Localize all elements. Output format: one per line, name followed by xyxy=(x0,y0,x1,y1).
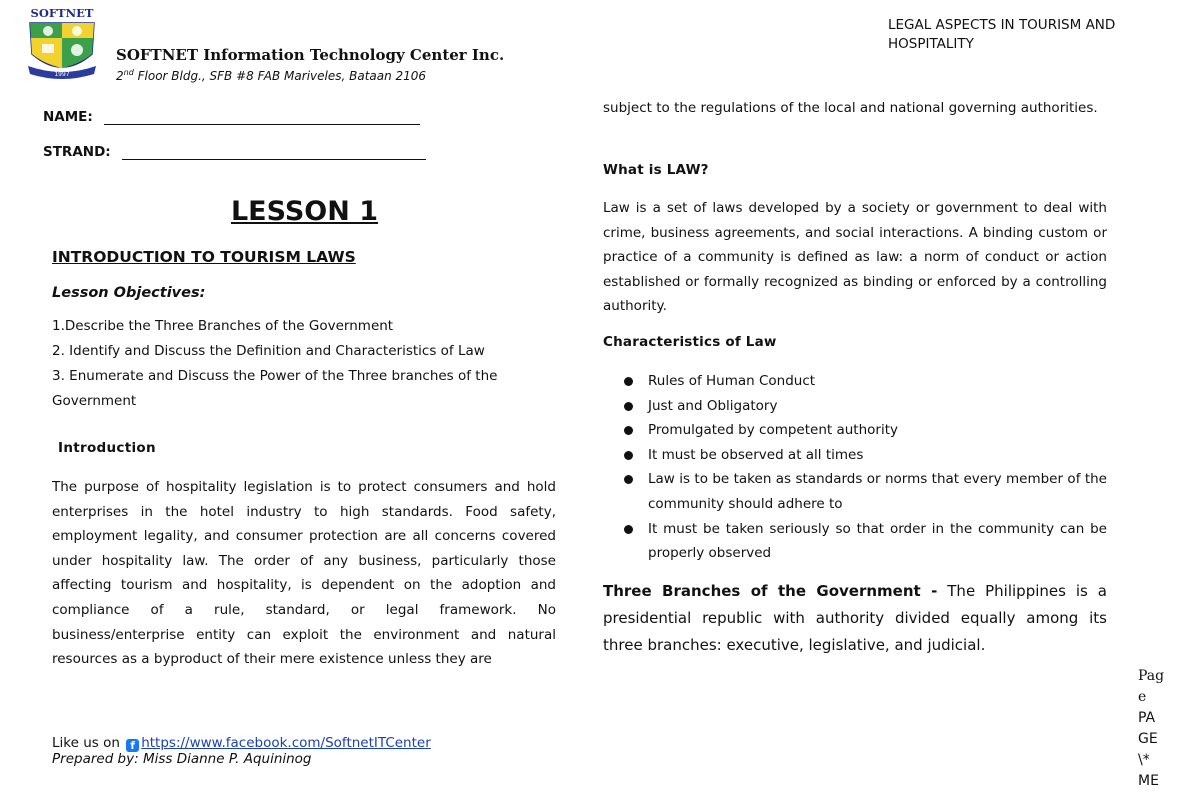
company-name: SOFTNET Information Technology Center Inc. xyxy=(116,46,505,64)
facebook-icon: f xyxy=(126,739,139,752)
characteristic-text: Promulgated by competent authority xyxy=(648,422,898,439)
page-field-line: GE xyxy=(1138,731,1158,747)
page-field-line: PA xyxy=(1138,710,1156,726)
strand-label: STRAND: xyxy=(43,144,111,160)
characteristics-heading: Characteristics of Law xyxy=(603,334,777,350)
logo-year: 1997 xyxy=(54,71,70,78)
address-sup: nd xyxy=(123,68,134,77)
page-number-field xyxy=(1138,666,1178,792)
page-field-line: \* xyxy=(1138,752,1150,768)
characteristic-text: It must be observed at all times xyxy=(648,446,864,463)
three-branches-paragraph xyxy=(603,578,1107,659)
page-field-line: ME xyxy=(1138,773,1159,789)
like-us-text: Like us on xyxy=(52,735,120,751)
prepared-by: Prepared by: Miss Dianne P. Aquininog xyxy=(52,751,312,767)
list-item xyxy=(603,517,1107,566)
three-branches-text: The Philippines is a presidential republic with authority divided equally among its three branches: executive, legislative, and judicial. xyxy=(603,582,1107,654)
bullet-icon xyxy=(624,426,633,435)
bullet-icon xyxy=(624,525,633,534)
objective-item: 1.Describe the Three Branches of the Government xyxy=(52,318,394,334)
characteristic-text: It must be taken seriously so that order in the community can be properly observed xyxy=(648,520,1107,562)
bullet-icon xyxy=(624,377,633,386)
characteristics-list xyxy=(603,369,1107,566)
page-field-line: e xyxy=(1138,689,1147,705)
facebook-link[interactable]: https://www.facebook.com/SoftnetITCenter xyxy=(141,735,431,751)
list-item xyxy=(603,443,1107,468)
what-is-law-heading: What is LAW? xyxy=(603,162,709,178)
bullet-icon xyxy=(624,402,633,411)
name-label: NAME: xyxy=(43,109,93,125)
like-us-line xyxy=(52,735,431,752)
list-item xyxy=(603,394,1107,419)
page-field-line: Pag xyxy=(1138,668,1165,684)
strand-field-line[interactable] xyxy=(122,159,426,160)
list-item xyxy=(603,369,1107,394)
intro-heading: Introduction xyxy=(58,440,156,456)
objective-item: 2. Identify and Discuss the Definition and Characteristics of Law xyxy=(52,343,485,359)
bullet-icon xyxy=(624,475,633,484)
logo-text: SOFTNET xyxy=(30,6,94,20)
law-definition-paragraph: Law is a set of laws developed by a society or government to deal with crime, business agreements, and social interactions. A binding custom or practice of a community is defined as law: a norm of conduct or action established or formally recognized as binding or enforced by a controlling authority. xyxy=(603,200,1107,315)
company-address xyxy=(116,68,426,83)
objective-item: 3. Enumerate and Discuss the Power of the Three branches of the Government xyxy=(52,368,498,409)
list-item xyxy=(603,467,1107,516)
address-rest: Floor Bldg., SFB #8 FAB Mariveles, Bataan 2106 xyxy=(133,69,427,83)
list-item xyxy=(603,418,1107,443)
company-logo xyxy=(22,6,102,84)
characteristic-text: Just and Obligatory xyxy=(648,397,778,414)
intro-paragraph: The purpose of hospitality legislation is to protect consumers and hold enterprises in the hotel industry to high standards. Food safety, employment legality, and consumer protection are all concerns covered under hospitality law. The order of any business, particularly those affecting tourism and hospitality, is dependent on the adoption and compliance of a rule, standard, or legal framework. No business/enterprise entity can exploit the environment and natural resources as a byproduct of their mere existence unless they are xyxy=(52,479,556,668)
characteristic-text: Law is to be taken as standards or norms that every member of the community should adhere to xyxy=(648,471,1107,512)
characteristic-text: Rules of Human Conduct xyxy=(648,373,816,389)
objectives-heading: Lesson Objectives: xyxy=(52,285,206,301)
address-floor: 2 xyxy=(116,69,124,83)
name-field-line[interactable] xyxy=(104,124,420,125)
lesson-title: INTRODUCTION TO TOURISM LAWS xyxy=(52,248,356,266)
continuation-paragraph: subject to the regulations of the local and national governing authorities. xyxy=(603,100,1098,116)
lesson-number: LESSON 1 xyxy=(230,196,379,227)
bullet-icon xyxy=(624,451,633,460)
course-title: LEGAL ASPECTS IN TOURISM AND HOSPITALITY xyxy=(888,17,1116,52)
three-branches-heading: Three Branches of the Government - xyxy=(603,582,938,600)
